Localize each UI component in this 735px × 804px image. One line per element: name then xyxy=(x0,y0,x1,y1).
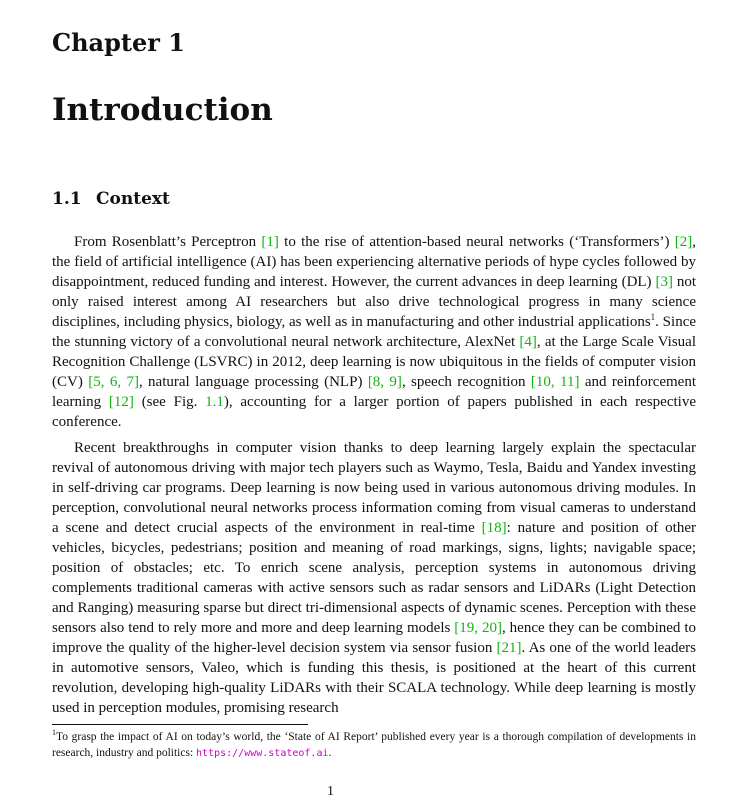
citation-link[interactable]: [8, 9] xyxy=(367,374,402,390)
paragraph-1 xyxy=(52,232,696,432)
section-number: 1.1 xyxy=(52,189,82,209)
citation-link[interactable]: [18] xyxy=(481,520,507,536)
text-run: . As one of the world leaders in automotive sensors, Valeo, which is funding this thesis, is positioned at the heart of this current revolution, developing high-quality LiDARs with their SCALA technology. While deep learning is mostly used in perception modules, promising research xyxy=(52,640,696,716)
text-run: and reinforcement learning xyxy=(52,374,697,410)
text-run: From Rosenblatt’s Perceptron xyxy=(74,234,262,250)
text-run: not only raised interest among AI researchers but also drive technological progress in many science disciplines, including physics, biology, as well as in manufacturing and other industrial applications xyxy=(52,274,697,330)
text-run: , hence they can be combined to improve the quality of the higher-level decision system via sensor fusion xyxy=(52,620,697,656)
text-run: . Since the stunning victory of a convolutional neural network architecture, AlexNet xyxy=(52,314,697,350)
citation-link[interactable]: [1] xyxy=(261,234,279,250)
text-run: to the rise of attention-based neural networks (‘Transformers’) xyxy=(278,234,675,250)
section-title: Context xyxy=(96,189,170,209)
text-run: : nature and position of other vehicles, bicycles, pedestrians; position and meaning of road markings, signs, lights; navigable space; position of obstacles; etc. To enrich scene analysis, perception systems in autonomous driving complements traditional cameras with active sensors such as radar sensors and LiDARs (Light Detection and Ranging) measuring sparse but direct tri-dimensional aspects of dynamic scenes. Perception with these sensors also tend to rely more and more and deep learning models xyxy=(52,520,696,636)
citation-link[interactable]: [10, 11] xyxy=(530,374,580,390)
citation-link[interactable]: [4] xyxy=(519,334,537,350)
text-run: Recent breakthroughs in computer vision thanks to deep learning largely explain the spectacular revival of autonomous driving with major tech players such as Waymo, Tesla, Baidu and Yandex investing in self-driving car programs. Deep learning is now being used in various autonomous driving modules. In perception, convolutional neural networks process information coming from visual cameras to understand a scene and detect crucial aspects of the environment in real-time xyxy=(52,440,696,536)
page-number: 1 xyxy=(327,784,334,799)
chapter-label: Chapter 1 xyxy=(52,28,185,57)
text-run: , natural language processing (NLP) xyxy=(138,374,368,390)
text-run: (see Fig. xyxy=(133,394,206,410)
citation-link[interactable]: [21] xyxy=(496,640,522,656)
footnote xyxy=(52,729,696,762)
citation-link[interactable]: 1.1 xyxy=(205,394,224,410)
footnote-text: To grasp the impact of AI on today’s world, the ‘State of AI Report’ published every year is a thorough compilation of developments in research, industry and politics: xyxy=(52,731,696,759)
text-run: , the field of artificial intelligence (AI) has been experiencing alternative periods of hype cycles followed by disappointment, reduced funding and interest. However, the current advances in deep learning (DL) xyxy=(52,234,696,290)
footnote-divider xyxy=(52,724,308,725)
paragraph-2 xyxy=(52,438,696,718)
footnote-reference[interactable]: 1 xyxy=(650,312,656,322)
body-text xyxy=(52,232,696,724)
text-run: , at the Large Scale Visual Recognition Challenge (LSVRC) in 2012, deep learning is now ubiquitous in the fields of computer vision (CV) xyxy=(52,334,696,390)
footnote-end: . xyxy=(328,747,332,759)
chapter-title: Introduction xyxy=(52,92,273,128)
text-run: , speech recognition xyxy=(401,374,531,390)
citation-link[interactable]: [2] xyxy=(674,234,693,250)
citation-link[interactable]: [12] xyxy=(108,394,134,410)
citation-link[interactable]: [19, 20] xyxy=(454,620,502,636)
citation-link[interactable]: [5, 6, 7] xyxy=(88,374,139,390)
text-run: ), accounting for a larger portion of papers published in each respective conference. xyxy=(52,394,696,430)
section-heading xyxy=(52,189,170,209)
footnote-link[interactable]: https://www.stateof.ai xyxy=(196,748,329,759)
footnote-mark: 1 xyxy=(52,728,56,737)
citation-link[interactable]: [3] xyxy=(655,274,673,290)
